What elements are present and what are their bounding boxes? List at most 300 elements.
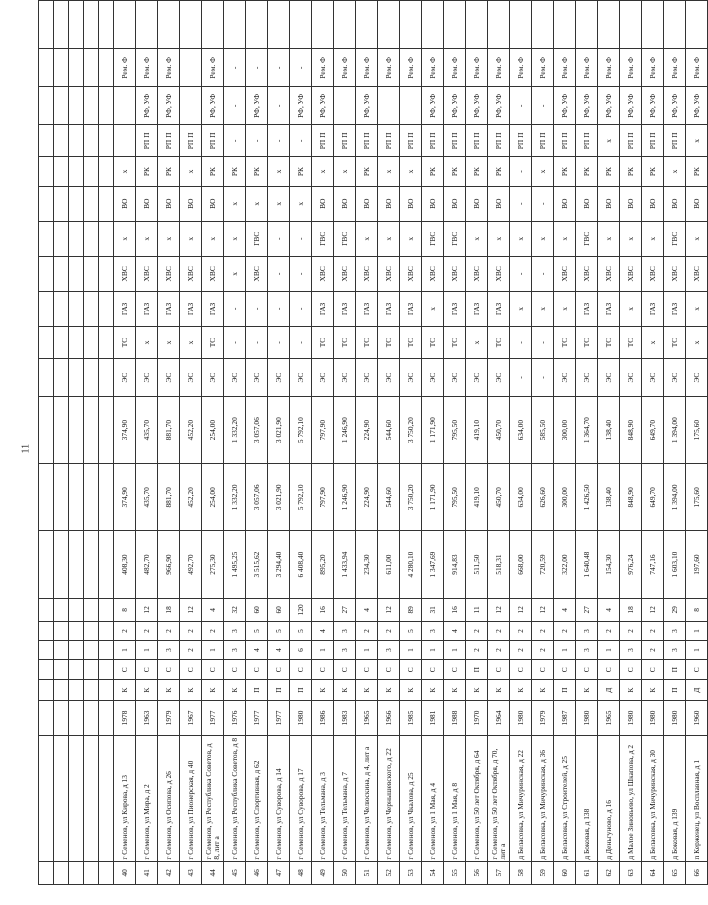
table-cell: К bbox=[356, 680, 378, 700]
empty-cell bbox=[54, 660, 69, 680]
table-cell: 3 bbox=[224, 622, 246, 641]
table-cell: ХВС bbox=[554, 256, 576, 291]
table-cell: РФ, УФ bbox=[136, 87, 158, 125]
table-cell: - bbox=[532, 359, 554, 397]
empty-cell bbox=[84, 700, 99, 735]
table-cell: ГАЗ bbox=[488, 291, 510, 326]
table-cell: 419,10 bbox=[466, 464, 488, 531]
table-row bbox=[554, 1, 576, 885]
table-cell bbox=[180, 49, 202, 87]
empty-row bbox=[84, 1, 99, 885]
table-cell: 1 433,94 bbox=[334, 531, 356, 598]
table-cell: 3 bbox=[334, 622, 356, 641]
table-cell: г Семенов, ул Спортивная, д 62 bbox=[246, 735, 268, 861]
table-cell: ТС bbox=[202, 326, 224, 358]
table-cell: 795,50 bbox=[444, 464, 466, 531]
table-cell: - bbox=[246, 49, 268, 87]
blank-cell bbox=[224, 1, 246, 49]
table-cell: х bbox=[312, 157, 334, 186]
table-cell: Рем. Ф bbox=[202, 49, 224, 87]
table-cell: - bbox=[224, 326, 246, 358]
table-cell: 5 bbox=[268, 622, 290, 641]
table-cell: 435,70 bbox=[136, 397, 158, 464]
blank-cell bbox=[334, 1, 356, 49]
table-cell: ХВС bbox=[158, 256, 180, 291]
table-cell: ТС bbox=[400, 326, 422, 358]
table-cell: ГВС bbox=[576, 221, 598, 256]
empty-cell bbox=[39, 221, 54, 256]
table-row bbox=[268, 1, 290, 885]
table-cell: х bbox=[686, 125, 708, 157]
table-cell: 1980 bbox=[620, 700, 642, 735]
table-cell: 482,70 bbox=[136, 531, 158, 598]
table-cell: 1980 bbox=[510, 700, 532, 735]
table-cell: 2 bbox=[466, 622, 488, 641]
table-body bbox=[39, 1, 708, 885]
table-cell: 4 bbox=[268, 641, 290, 660]
table-row bbox=[488, 1, 510, 885]
table-cell: ВО bbox=[422, 186, 444, 221]
table-row bbox=[334, 1, 356, 885]
table-cell: Рем. Ф bbox=[576, 49, 598, 87]
table-cell: Рем. Ф bbox=[136, 49, 158, 87]
table-cell: ХВС bbox=[620, 256, 642, 291]
table-cell: 1988 bbox=[444, 700, 466, 735]
table-cell: 27 bbox=[576, 598, 598, 621]
table-cell: 1 347,69 bbox=[422, 531, 444, 598]
housing-table bbox=[38, 0, 708, 885]
empty-cell bbox=[99, 861, 114, 884]
empty-cell bbox=[99, 125, 114, 157]
table-cell: Рем. Ф bbox=[356, 49, 378, 87]
blank-cell bbox=[686, 1, 708, 49]
table-cell: х bbox=[180, 326, 202, 358]
table-cell: К bbox=[510, 680, 532, 700]
table-cell: Рем. Ф bbox=[532, 49, 554, 87]
table-cell: 1 495,25 bbox=[224, 531, 246, 598]
table-cell: ГВС bbox=[312, 221, 334, 256]
table-cell: ГАЗ bbox=[114, 291, 136, 326]
table-cell: ВО bbox=[378, 186, 400, 221]
empty-cell bbox=[69, 622, 84, 641]
table-cell: х bbox=[290, 186, 312, 221]
table-cell: х bbox=[620, 221, 642, 256]
table-cell: 16 bbox=[444, 598, 466, 621]
table-cell: РФ, УФ bbox=[290, 87, 312, 125]
table-cell: ТС bbox=[598, 326, 620, 358]
table-cell: ЭС bbox=[136, 359, 158, 397]
empty-cell bbox=[69, 397, 84, 464]
table-cell: К bbox=[466, 680, 488, 700]
table-cell: 64 bbox=[642, 861, 664, 884]
table-cell: 1 bbox=[136, 641, 158, 660]
empty-cell bbox=[99, 87, 114, 125]
table-cell: 408,30 bbox=[114, 531, 136, 598]
table-cell: К bbox=[202, 680, 224, 700]
table-cell: 1965 bbox=[598, 700, 620, 735]
table-cell bbox=[334, 87, 356, 125]
table-cell: РК bbox=[598, 157, 620, 186]
table-cell: ВО bbox=[334, 186, 356, 221]
table-row bbox=[400, 1, 422, 885]
table-cell: С bbox=[246, 660, 268, 680]
table-cell: К bbox=[136, 680, 158, 700]
table-cell: 18 bbox=[620, 598, 642, 621]
table-cell: 16 bbox=[312, 598, 334, 621]
table-cell: ХВС bbox=[202, 256, 224, 291]
table-cell: 848,90 bbox=[620, 464, 642, 531]
table-cell: ХВС bbox=[334, 256, 356, 291]
table-cell: РК bbox=[444, 157, 466, 186]
table-row bbox=[620, 1, 642, 885]
table-cell: 419,10 bbox=[466, 397, 488, 464]
table-cell: С bbox=[422, 660, 444, 680]
table-cell: ЭС bbox=[268, 359, 290, 397]
blank-cell bbox=[290, 1, 312, 49]
table-cell: ВО bbox=[202, 186, 224, 221]
table-cell: д Беласовка, ул Мичуринская, д 30 bbox=[642, 735, 664, 861]
table-cell: ГАЗ bbox=[598, 291, 620, 326]
table-cell: - bbox=[290, 256, 312, 291]
table-cell: 32 bbox=[224, 598, 246, 621]
table-cell: РК bbox=[356, 157, 378, 186]
table-cell: - bbox=[510, 157, 532, 186]
table-cell: ХВС bbox=[488, 256, 510, 291]
table-cell: РП П bbox=[136, 125, 158, 157]
empty-cell bbox=[54, 157, 69, 186]
empty-cell bbox=[99, 49, 114, 87]
table-cell: 1 bbox=[400, 641, 422, 660]
empty-cell bbox=[54, 622, 69, 641]
table-cell: РФ, УФ bbox=[576, 87, 598, 125]
table-cell: ВО bbox=[642, 186, 664, 221]
table-cell: х bbox=[136, 326, 158, 358]
table-cell: 1979 bbox=[158, 700, 180, 735]
table-cell: РП П bbox=[664, 125, 686, 157]
table-cell: 2 bbox=[136, 622, 158, 641]
table-cell: РФ, УФ bbox=[554, 87, 576, 125]
empty-cell bbox=[69, 291, 84, 326]
empty-cell bbox=[69, 87, 84, 125]
table-cell: 1 bbox=[356, 641, 378, 660]
table-cell: 668,00 bbox=[510, 531, 532, 598]
table-cell: 1 426,50 bbox=[576, 464, 598, 531]
table-cell: 1987 bbox=[554, 700, 576, 735]
table-cell: х bbox=[158, 221, 180, 256]
table-cell: х bbox=[180, 221, 202, 256]
table-cell: х bbox=[224, 186, 246, 221]
table-cell: 1 332,20 bbox=[224, 397, 246, 464]
table-cell: 450,70 bbox=[488, 397, 510, 464]
empty-cell bbox=[99, 397, 114, 464]
table-cell: ГВС bbox=[664, 221, 686, 256]
empty-cell bbox=[69, 326, 84, 358]
empty-cell bbox=[54, 680, 69, 700]
table-cell: 2 bbox=[532, 641, 554, 660]
empty-cell bbox=[84, 186, 99, 221]
empty-cell bbox=[39, 326, 54, 358]
empty-cell bbox=[69, 735, 84, 861]
table-cell: - bbox=[510, 87, 532, 125]
table-cell: - bbox=[268, 221, 290, 256]
table-cell: х bbox=[642, 326, 664, 358]
empty-cell bbox=[54, 598, 69, 621]
table-cell: ГАЗ bbox=[576, 291, 598, 326]
empty-cell bbox=[99, 464, 114, 531]
table-cell: 43 bbox=[180, 861, 202, 884]
empty-cell bbox=[39, 861, 54, 884]
table-cell: РП П bbox=[554, 125, 576, 157]
blank-cell bbox=[422, 1, 444, 49]
table-cell: 2 bbox=[466, 641, 488, 660]
table-cell: 60 bbox=[554, 861, 576, 884]
table-cell: - bbox=[224, 291, 246, 326]
table-cell: 66 bbox=[686, 861, 708, 884]
empty-cell bbox=[84, 87, 99, 125]
table-cell: - bbox=[510, 326, 532, 358]
empty-cell bbox=[39, 1, 54, 49]
table-cell bbox=[114, 87, 136, 125]
table-cell: ХВС bbox=[664, 256, 686, 291]
table-cell: 59 bbox=[532, 861, 554, 884]
table-cell: Рем. Ф bbox=[642, 49, 664, 87]
empty-cell bbox=[84, 641, 99, 660]
table-cell: ВО bbox=[488, 186, 510, 221]
table-cell: ВО bbox=[686, 186, 708, 221]
table-cell: ТС bbox=[356, 326, 378, 358]
table-cell: ЭС bbox=[356, 359, 378, 397]
table-cell: г Семенов, ул Пионерская, д 40 bbox=[180, 735, 202, 861]
table-cell: ВО bbox=[158, 186, 180, 221]
table-cell: 51 bbox=[356, 861, 378, 884]
table-cell: 895,20 bbox=[312, 531, 334, 598]
table-cell: х bbox=[136, 221, 158, 256]
table-cell: - bbox=[268, 326, 290, 358]
table-cell: 1 bbox=[554, 641, 576, 660]
empty-cell bbox=[99, 641, 114, 660]
empty-cell bbox=[99, 735, 114, 861]
table-cell: 47 bbox=[268, 861, 290, 884]
table-cell: ТС bbox=[378, 326, 400, 358]
table-cell: ГАЗ bbox=[180, 291, 202, 326]
table-cell: 62 bbox=[598, 861, 620, 884]
empty-cell bbox=[54, 531, 69, 598]
table-row bbox=[312, 1, 334, 885]
table-cell: 1979 bbox=[532, 700, 554, 735]
page-number: 11 bbox=[20, 443, 32, 454]
blank-cell bbox=[158, 1, 180, 49]
table-cell: 65 bbox=[664, 861, 686, 884]
table-cell: 1976 bbox=[224, 700, 246, 735]
table-cell: ХВС bbox=[246, 256, 268, 291]
table-cell: ВО bbox=[598, 186, 620, 221]
table-cell: РП П bbox=[202, 125, 224, 157]
table-cell: ХВС bbox=[312, 256, 334, 291]
empty-cell bbox=[84, 125, 99, 157]
table-cell: 12 bbox=[510, 598, 532, 621]
table-cell: РФ, УФ bbox=[664, 87, 686, 125]
table-cell: - bbox=[224, 125, 246, 157]
table-cell: ЭС bbox=[224, 359, 246, 397]
table-cell: С bbox=[576, 660, 598, 680]
table-cell: РФ, УФ bbox=[202, 87, 224, 125]
table-cell: РК bbox=[466, 157, 488, 186]
table-cell: РК bbox=[158, 157, 180, 186]
table-cell: Рем. Ф bbox=[598, 49, 620, 87]
table-cell: Д bbox=[598, 680, 620, 700]
table-cell: 2 bbox=[114, 622, 136, 641]
table-row bbox=[576, 1, 598, 885]
table-cell: 5 792,10 bbox=[290, 464, 312, 531]
table-cell: 881,70 bbox=[158, 397, 180, 464]
table-row bbox=[532, 1, 554, 885]
table-cell: ЭС bbox=[312, 359, 334, 397]
table-cell: 3 bbox=[664, 641, 686, 660]
table-cell: К bbox=[444, 680, 466, 700]
table-cell: х bbox=[224, 256, 246, 291]
table-row bbox=[510, 1, 532, 885]
table-cell: К bbox=[312, 680, 334, 700]
table-cell: г Семенов, ул Суворова, д 14 bbox=[268, 735, 290, 861]
table-cell: РК bbox=[576, 157, 598, 186]
table-cell: д Боковая, д 139 bbox=[664, 735, 686, 861]
table-cell: 585,50 bbox=[532, 397, 554, 464]
table-cell: 649,70 bbox=[642, 397, 664, 464]
table-cell: Рем. Ф bbox=[114, 49, 136, 87]
empty-cell bbox=[54, 359, 69, 397]
table-row bbox=[466, 1, 488, 885]
empty-cell bbox=[84, 464, 99, 531]
table-cell: 8 bbox=[686, 598, 708, 621]
table-cell: 450,70 bbox=[488, 464, 510, 531]
blank-cell bbox=[620, 1, 642, 49]
table-cell: 2 bbox=[620, 622, 642, 641]
empty-cell bbox=[39, 660, 54, 680]
table-row bbox=[378, 1, 400, 885]
table-cell: К bbox=[334, 680, 356, 700]
table-cell: - bbox=[268, 256, 290, 291]
table-cell: ТС bbox=[576, 326, 598, 358]
table-cell: П bbox=[554, 680, 576, 700]
empty-cell bbox=[84, 680, 99, 700]
table-cell: ГАЗ bbox=[136, 291, 158, 326]
table-cell: х bbox=[686, 221, 708, 256]
table-cell: 3 515,62 bbox=[246, 531, 268, 598]
table-cell: х bbox=[554, 221, 576, 256]
table-cell: 6 bbox=[290, 641, 312, 660]
table-row bbox=[664, 1, 686, 885]
table-cell: ХВС bbox=[598, 256, 620, 291]
empty-cell bbox=[54, 221, 69, 256]
table-cell: 374,90 bbox=[114, 397, 136, 464]
table-cell: ВО bbox=[620, 186, 642, 221]
table-cell: х bbox=[334, 157, 356, 186]
table-cell: ЭС bbox=[202, 359, 224, 397]
empty-cell bbox=[54, 641, 69, 660]
table-cell: ВО bbox=[400, 186, 422, 221]
table-cell: 60 bbox=[246, 598, 268, 621]
table-cell: РК bbox=[642, 157, 664, 186]
table-cell: 914,83 bbox=[444, 531, 466, 598]
table-cell: С bbox=[158, 660, 180, 680]
empty-cell bbox=[69, 700, 84, 735]
table-cell: х bbox=[114, 221, 136, 256]
table-cell: - bbox=[510, 359, 532, 397]
table-cell: РП П bbox=[334, 125, 356, 157]
table-cell: ТС bbox=[422, 326, 444, 358]
empty-cell bbox=[69, 598, 84, 621]
table-cell: РФ, УФ bbox=[488, 87, 510, 125]
empty-cell bbox=[69, 464, 84, 531]
empty-cell bbox=[69, 1, 84, 49]
table-cell: - bbox=[290, 221, 312, 256]
table-cell: ХВС bbox=[466, 256, 488, 291]
table-cell: С bbox=[202, 660, 224, 680]
table-cell: С bbox=[444, 660, 466, 680]
table-cell: ХВС bbox=[114, 256, 136, 291]
table-cell: 56 bbox=[466, 861, 488, 884]
table-cell: ЭС bbox=[114, 359, 136, 397]
table-cell: 3 bbox=[334, 641, 356, 660]
table-cell: х bbox=[268, 186, 290, 221]
table-cell: х bbox=[114, 157, 136, 186]
table-cell: - bbox=[290, 49, 312, 87]
table-cell: 1980 bbox=[664, 700, 686, 735]
blank-cell bbox=[136, 1, 158, 49]
table-cell: 797,90 bbox=[312, 464, 334, 531]
empty-cell bbox=[84, 861, 99, 884]
table-cell: 881,70 bbox=[158, 464, 180, 531]
table-cell: РК bbox=[422, 157, 444, 186]
table-cell: 966,90 bbox=[158, 531, 180, 598]
table-cell: х bbox=[422, 291, 444, 326]
table-cell: д Беласовка, ул Мичуринская, д 22 bbox=[510, 735, 532, 861]
table-cell: РП П bbox=[642, 125, 664, 157]
table-cell: 254,00 bbox=[202, 464, 224, 531]
empty-cell bbox=[84, 157, 99, 186]
empty-cell bbox=[69, 49, 84, 87]
empty-cell bbox=[39, 700, 54, 735]
table-row bbox=[642, 1, 664, 885]
table-cell bbox=[180, 87, 202, 125]
table-cell: ХВС bbox=[444, 256, 466, 291]
table-cell: ЭС bbox=[444, 359, 466, 397]
table-cell: 5 792,10 bbox=[290, 397, 312, 464]
table-cell: С bbox=[510, 660, 532, 680]
table-cell: 848,90 bbox=[620, 397, 642, 464]
empty-cell bbox=[39, 291, 54, 326]
empty-cell bbox=[69, 861, 84, 884]
empty-cell bbox=[84, 735, 99, 861]
table-cell: С bbox=[378, 660, 400, 680]
table-cell: 154,30 bbox=[598, 531, 620, 598]
empty-cell bbox=[39, 622, 54, 641]
table-cell: 3 bbox=[422, 622, 444, 641]
table-cell: 58 bbox=[510, 861, 532, 884]
table-cell: г Семенов, ул Чернышевского, д 22 bbox=[378, 735, 400, 861]
table-cell: х bbox=[532, 221, 554, 256]
empty-cell bbox=[39, 157, 54, 186]
table-cell: 1970 bbox=[466, 700, 488, 735]
table-cell: РК bbox=[488, 157, 510, 186]
table-cell: 435,70 bbox=[136, 464, 158, 531]
table-cell: х bbox=[400, 157, 422, 186]
blank-cell bbox=[202, 1, 224, 49]
table-cell: 4 bbox=[246, 641, 268, 660]
table-cell: 1 246,90 bbox=[334, 397, 356, 464]
table-cell: К bbox=[224, 680, 246, 700]
empty-row bbox=[99, 1, 114, 885]
